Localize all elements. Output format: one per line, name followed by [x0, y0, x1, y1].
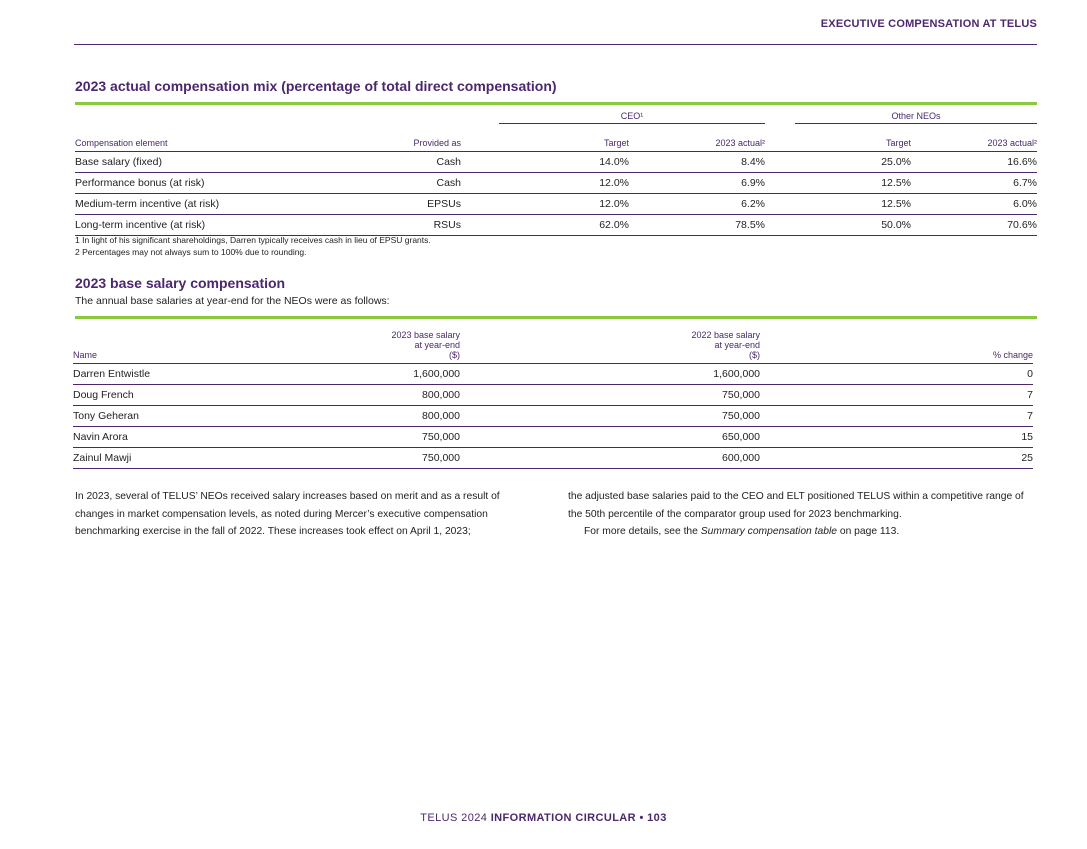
other-neos-group-header: Other NEOs: [795, 109, 1037, 124]
col-other-target: Target: [795, 124, 911, 152]
footnote-1: 1 In light of his significant shareholdings, Darren typically receives cash in lieu of EPSU grants.: [75, 235, 431, 245]
col-2022-salary: 2022 base salary at year-end ($): [610, 322, 760, 364]
body-text-right: the adjusted base salaries paid to the CEO and ELT positioned TELUS within a competitive range of the 50th percentile of the comparator group used for 2023 benchmarking. For more details, see the Summary compensation table on page 113.: [568, 488, 1038, 541]
col-other-actual: 2023 actual²: [911, 124, 1037, 152]
salary-intro: The annual base salaries at year-end for the NEOs were as follows:: [75, 295, 390, 307]
table-row: Medium-term incentive (at risk) EPSUs 12.0% 6.2% 12.5% 6.0%: [75, 194, 1037, 215]
salary-green-rule: [75, 316, 1037, 319]
salary-section-title: 2023 base salary compensation: [75, 275, 286, 291]
base-salary-table: [73, 322, 1033, 469]
compensation-mix-table: [75, 109, 1037, 236]
table-row: Performance bonus (at risk) Cash 12.0% 6.9% 12.5% 6.7%: [75, 173, 1037, 194]
col-percent-change: % change: [760, 322, 1033, 364]
table-row: Darren Entwistle 1,600,000 1,600,000 0: [73, 364, 1033, 385]
see-more-paragraph: For more details, see the Summary compensation table on page 113.: [584, 526, 900, 537]
table-row: Tony Geheran 800,000 750,000 7: [73, 406, 1033, 427]
ceo-group-header: CEO¹: [499, 109, 765, 124]
header-divider: [74, 44, 1037, 45]
table-row: Long-term incentive (at risk) RSUs 62.0% 78.5% 50.0% 70.6%: [75, 215, 1037, 236]
table-row: Zainul Mawji 750,000 600,000 25: [73, 448, 1033, 469]
footnote-2: 2 Percentages may not always sum to 100% due to rounding.: [75, 247, 307, 257]
table-row: Doug French 800,000 750,000 7: [73, 385, 1033, 406]
col-compensation-element: Compensation element: [75, 124, 315, 152]
col-name: Name: [73, 322, 323, 364]
mix-green-rule: [75, 102, 1037, 105]
page-footer: TELUS 2024 INFORMATION CIRCULAR • 103: [420, 812, 667, 824]
col-provided-as: Provided as: [315, 124, 461, 152]
col-2023-salary: 2023 base salary at year-end ($): [323, 322, 460, 364]
col-ceo-actual: 2023 actual²: [629, 124, 765, 152]
footnotes: [75, 234, 431, 258]
col-ceo-target: Target: [499, 124, 629, 152]
summary-table-reference: Summary compensation table: [700, 526, 837, 537]
body-text-left: In 2023, several of TELUS’ NEOs received salary increases based on merit and as a result of changes in market compensation levels, as noted during Mercer’s executive compensation benchmarking exercise in the fall of 2022. These increases took effect on April 1, 2023;: [75, 491, 500, 537]
table-row: Navin Arora 750,000 650,000 15: [73, 427, 1033, 448]
page-header: EXECUTIVE COMPENSATION AT TELUS: [820, 18, 1037, 30]
mix-section-title: 2023 actual compensation mix (percentage of total direct compensation): [75, 78, 557, 94]
table-row: Base salary (fixed) Cash 14.0% 8.4% 25.0% 16.6%: [75, 152, 1037, 173]
